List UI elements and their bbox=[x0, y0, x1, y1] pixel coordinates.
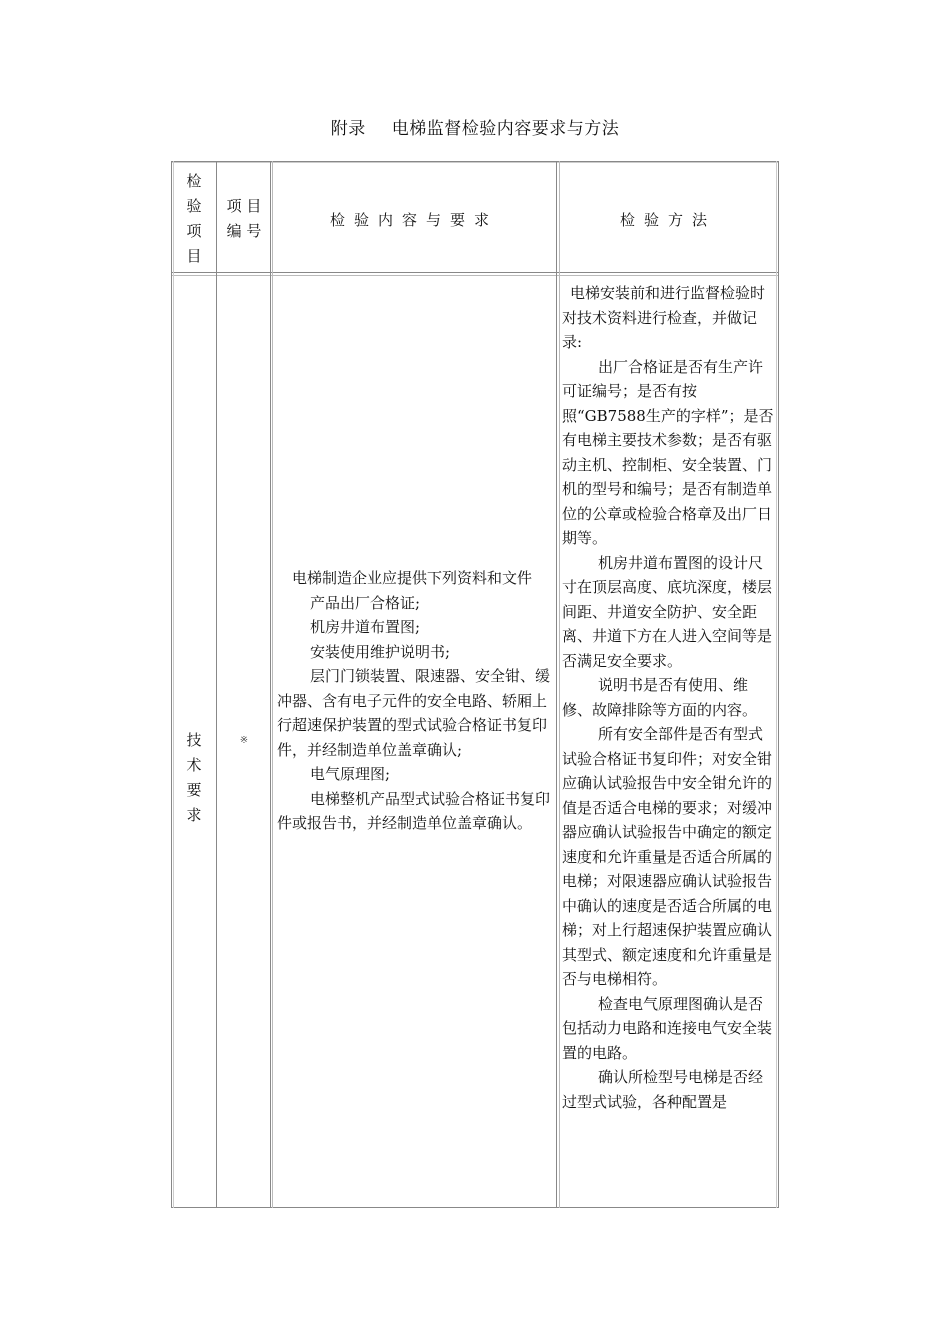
inspection-table bbox=[171, 161, 803, 1208]
title-text: 电梯监督检验内容要求与方法 bbox=[391, 119, 620, 139]
header-number bbox=[217, 194, 271, 244]
table-border-bottom bbox=[171, 1207, 779, 1208]
header-number-line2: 编 号 bbox=[226, 222, 262, 240]
content-line: 电梯整机产品型式试验合格证书复印件或报告书，并经制造单位盖章确认。 bbox=[277, 789, 551, 832]
content-line: 安装使用维护说明书; bbox=[310, 642, 451, 661]
row-item bbox=[171, 728, 217, 828]
header-method: 检验方法 bbox=[619, 211, 716, 229]
col-divider-3-inner bbox=[559, 161, 560, 1208]
content-line: 电梯制造企业应提供下列资料和文件 bbox=[292, 569, 533, 587]
row-number-mark: ※ bbox=[239, 735, 249, 746]
col-border-right bbox=[778, 161, 779, 1208]
col-divider-2-inner bbox=[272, 161, 273, 1208]
content-line: 机房井道布置图; bbox=[310, 618, 421, 636]
header-divider bbox=[171, 272, 779, 273]
header-content: 检验内容与要求 bbox=[329, 211, 498, 229]
header-item bbox=[171, 169, 217, 269]
col-divider-2 bbox=[270, 161, 271, 1208]
content-line: 产品出厂合格证; bbox=[310, 593, 421, 612]
row-item-text: 技 术 要 求 bbox=[186, 731, 202, 824]
col-border-left bbox=[171, 161, 172, 1208]
header-divider-inner bbox=[171, 275, 779, 276]
method-line: 机房井道布置图的设计尺寸在顶层高度、底坑深度，楼层间距、井道安全防护、安全距离、井道下方在人进入空间等是否满足安全要求。 bbox=[562, 553, 773, 670]
col-border-right-inner bbox=[776, 161, 777, 1208]
col-divider-3 bbox=[556, 161, 557, 1208]
header-item-text: 检 验 项 目 bbox=[186, 172, 202, 265]
content-line: 电气原理图; bbox=[310, 765, 391, 783]
method-line: 检查电气原理图确认是否包括动力电路和连接电气安全装置的电路。 bbox=[562, 994, 773, 1062]
row-method bbox=[562, 281, 803, 1114]
table-border-top-inner bbox=[171, 162, 779, 163]
title-prefix: 附录 bbox=[330, 119, 366, 139]
header-number-line1: 项 目 bbox=[226, 197, 262, 215]
method-line: 所有安全部件是否有型式试验合格证书复印件；对安全钳应确认试验报告中安全钳允许的 值是否适合电梯的要求；对缓冲器应确认试验报告中确定的额定速度和允许重量是否适合所属的电梯；对限速器应确认试验报告中确认的速度是否适合所属的电梯；对上行超速保护装置应确认其型式、额定速度和允许重量是否与电梯相符。 bbox=[562, 725, 803, 988]
method-line: 电梯安装前和进行监督检验时对技术资料进行检查，并做记录: bbox=[562, 284, 766, 351]
col-border-left-inner bbox=[173, 161, 174, 1208]
content-line: 层门门锁装置、限速器、安全钳、缓冲器、含有电子元件的安全电路、轿厢上行超速保护装置的型式试验合格证书复印件，并经制造单位盖章确认; bbox=[277, 667, 551, 759]
method-line: 确认所检型号电梯是否经过型式试验，各种配置是 bbox=[562, 1068, 764, 1111]
page-title bbox=[0, 114, 950, 139]
row-content bbox=[277, 566, 553, 836]
method-line: 说明书是否有使用、维修、故障排除等方面的内容。 bbox=[562, 676, 758, 719]
method-line: 出厂合格证是否有生产许可证编号；是否有按照“GB7588生产的字样”；是否有电梯主要技术参数；是否有驱动主机、控制柜、安全装置、门机的型号和编号；是否有制造单位的公章或检验合格章及出厂日期等。 bbox=[562, 357, 774, 547]
col-divider-1 bbox=[216, 161, 217, 1208]
